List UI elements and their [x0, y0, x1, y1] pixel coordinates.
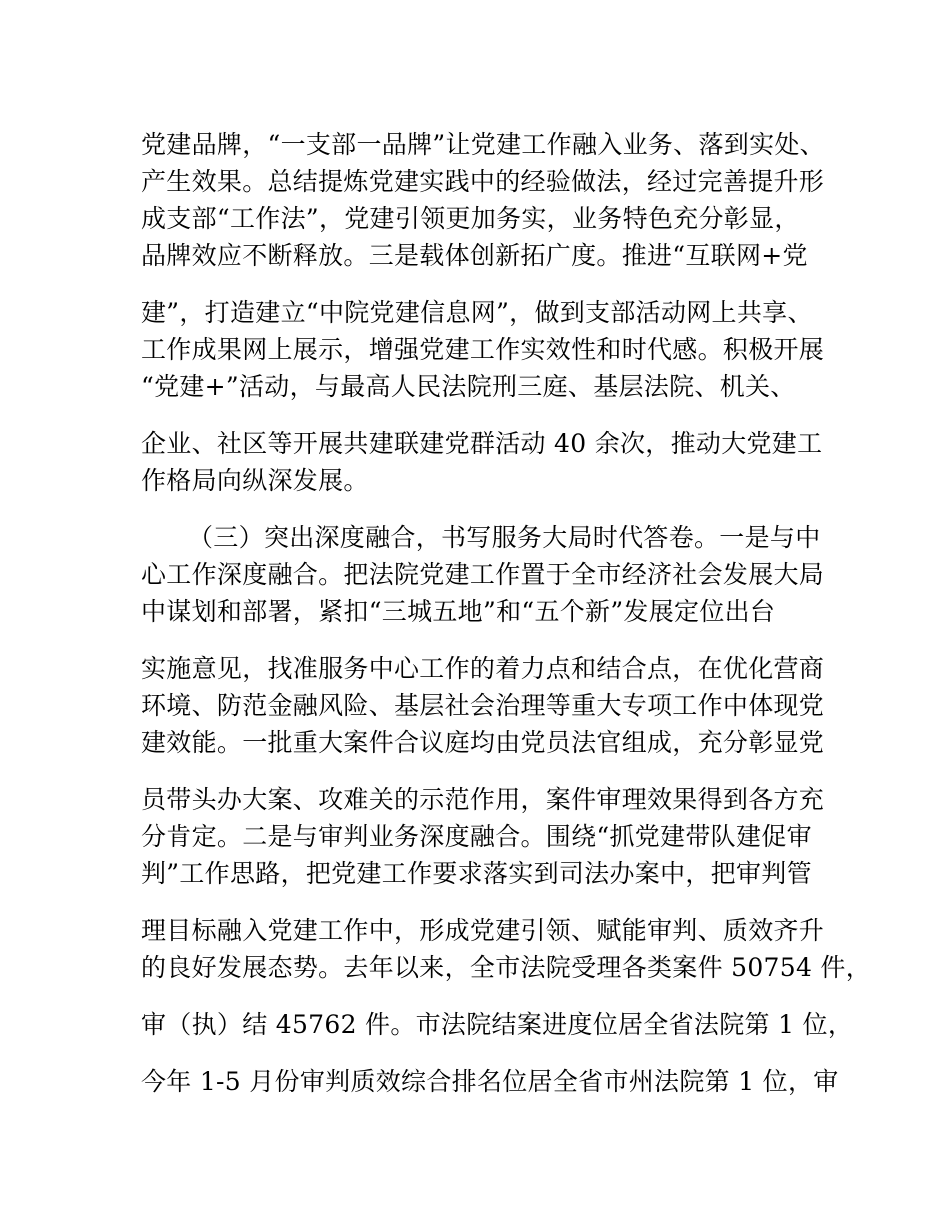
text-line: 分肯定。二是与审判业务深度融合。围绕“抓党建带队建促审 — [141, 822, 812, 851]
text-line: 中谋划和部署，紧扣“三城五地”和“五个新”发展定位出台 — [141, 597, 776, 626]
text-line: 环境、防范金融风险、基层社会治理等重大专项工作中体现党 — [141, 691, 825, 720]
text-line: （三）突出深度融合，书写服务大局时代答卷。一是与中 — [188, 523, 821, 552]
text-line: 成支部“工作法”，党建引领更加务实，业务特色充分彰显， — [141, 204, 800, 233]
text-line: 实施意见，找准服务中心工作的着力点和结合点，在优化营商 — [141, 654, 825, 683]
text-line: 今年 1-5 月份审判质效综合排名位居全省市州法院第 1 位，审 — [141, 1067, 839, 1096]
text-line: 建效能。一批重大案件合议庭均由党员法官组成，充分彰显党 — [141, 728, 825, 757]
text-line: 审（执）结 45762 件。市法院结案进度位居全省法院第 1 位， — [141, 1010, 854, 1039]
text-line: 作格局向纵深发展。 — [141, 466, 369, 495]
text-line: 判”工作思路，把党建工作要求落实到司法办案中，把审判管 — [141, 859, 812, 888]
text-line: 工作成果网上展示，增强党建工作实效性和时代感。积极开展 — [141, 335, 825, 364]
text-line: 心工作深度融合。把法院党建工作置于全市经济社会发展大局 — [141, 560, 825, 589]
text-line: 员带头办大案、攻难关的示范作用，案件审理效果得到各方充 — [141, 785, 825, 814]
text-line: 建”，打造建立“中院党建信息网”，做到支部活动网上共享、 — [141, 298, 813, 327]
text-line: 产生效果。总结提炼党建实践中的经验做法，经过完善提升形 — [141, 167, 825, 196]
text-line: 企业、社区等开展共建联建党群活动 40 余次，推动大党建工 — [141, 429, 823, 458]
text-line: 理目标融入党建工作中，形成党建引领、赋能审判、质效齐升 — [141, 916, 825, 945]
text-line: 品牌效应不断释放。三是载体创新拓广度。推进“互联网+党 — [141, 241, 808, 270]
text-line: 党建品牌，“一支部一品牌”让党建工作融入业务、落到实处、 — [141, 130, 825, 159]
text-line: “党建+”活动，与最高人民法院刑三庭、基层法院、机关、 — [141, 372, 796, 401]
text-line: 的良好发展态势。去年以来，全市法院受理各类案件 50754 件， — [141, 953, 872, 982]
